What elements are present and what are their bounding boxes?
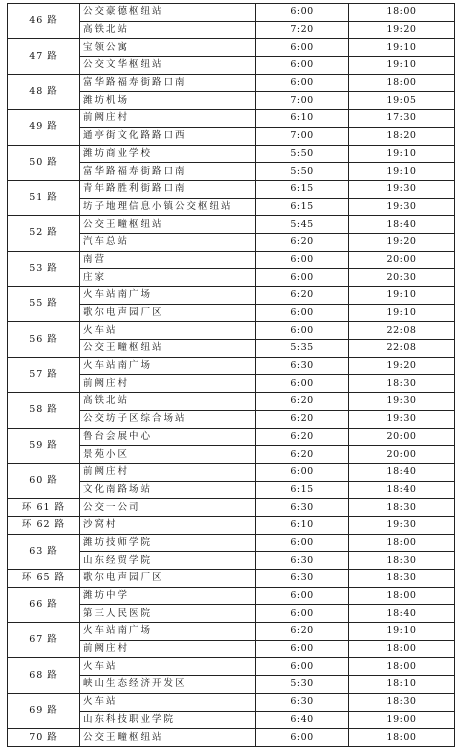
last-bus-time: 22:08 <box>349 322 455 340</box>
schedule-body <box>8 4 455 747</box>
first-bus-time: 6:20 <box>256 428 349 446</box>
first-bus-time: 6:00 <box>256 375 349 393</box>
table-row <box>8 516 455 534</box>
route-number: 68 路 <box>8 658 80 693</box>
last-bus-time: 18:30 <box>349 499 455 517</box>
first-bus-time: 6:15 <box>256 198 349 216</box>
route-number: 51 路 <box>8 180 80 215</box>
last-bus-time: 19:20 <box>349 21 455 39</box>
table-row <box>8 74 455 92</box>
bus-schedule-table <box>7 3 455 747</box>
stop-name: 火车站 <box>80 658 256 676</box>
first-bus-time: 6:00 <box>256 57 349 75</box>
first-bus-time: 6:15 <box>256 481 349 499</box>
table-row <box>8 145 455 163</box>
first-bus-time: 6:00 <box>256 463 349 481</box>
route-number: 69 路 <box>8 693 80 728</box>
stop-name: 前阙庄村 <box>80 375 256 393</box>
last-bus-time: 18:20 <box>349 127 455 145</box>
route-number: 55 路 <box>8 287 80 322</box>
last-bus-time: 20:00 <box>349 446 455 464</box>
last-bus-time: 19:10 <box>349 39 455 57</box>
last-bus-time: 18:40 <box>349 481 455 499</box>
route-number: 49 路 <box>8 110 80 145</box>
last-bus-time: 18:40 <box>349 605 455 623</box>
table-row <box>8 322 455 340</box>
first-bus-time: 6:00 <box>256 304 349 322</box>
first-bus-time: 7:00 <box>256 92 349 110</box>
last-bus-time: 19:30 <box>349 410 455 428</box>
last-bus-time: 18:00 <box>349 587 455 605</box>
first-bus-time: 5:30 <box>256 676 349 694</box>
first-bus-time: 7:20 <box>256 21 349 39</box>
table-row <box>8 180 455 198</box>
first-bus-time: 6:00 <box>256 640 349 658</box>
last-bus-time: 19:10 <box>349 57 455 75</box>
first-bus-time: 6:00 <box>256 74 349 92</box>
route-number: 67 路 <box>8 623 80 658</box>
stop-name: 前阙庄村 <box>80 110 256 128</box>
first-bus-time: 6:20 <box>256 446 349 464</box>
route-number: 60 路 <box>8 463 80 498</box>
first-bus-time: 6:00 <box>256 4 349 22</box>
stop-name: 公交一公司 <box>80 499 256 517</box>
first-bus-time: 6:40 <box>256 711 349 729</box>
last-bus-time: 18:40 <box>349 216 455 234</box>
stop-name: 潍坊技师学院 <box>80 534 256 552</box>
stop-name: 前阙庄村 <box>80 463 256 481</box>
table-row <box>8 110 455 128</box>
stop-name: 火车站南广场 <box>80 357 256 375</box>
table-row <box>8 216 455 234</box>
stop-name: 高铁北站 <box>80 21 256 39</box>
route-number: 47 路 <box>8 39 80 74</box>
stop-name: 火车站 <box>80 322 256 340</box>
last-bus-time: 22:08 <box>349 340 455 358</box>
last-bus-time: 18:40 <box>349 463 455 481</box>
table-row <box>8 251 455 269</box>
stop-name: 青年路胜利街路口南 <box>80 180 256 198</box>
table-row <box>8 534 455 552</box>
table-row <box>8 570 455 588</box>
stop-name: 第三人民医院 <box>80 605 256 623</box>
last-bus-time: 19:20 <box>349 357 455 375</box>
stop-name: 前阙庄村 <box>80 640 256 658</box>
first-bus-time: 6:30 <box>256 570 349 588</box>
first-bus-time: 7:00 <box>256 127 349 145</box>
stop-name: 庄家 <box>80 269 256 287</box>
last-bus-time: 18:00 <box>349 640 455 658</box>
first-bus-time: 5:35 <box>256 340 349 358</box>
last-bus-time: 18:30 <box>349 375 455 393</box>
last-bus-time: 18:30 <box>349 570 455 588</box>
stop-name: 火车站南广场 <box>80 623 256 641</box>
table-row <box>8 623 455 641</box>
stop-name: 宝领公寓 <box>80 39 256 57</box>
route-number: 46 路 <box>8 4 80 39</box>
stop-name: 文化南路场站 <box>80 481 256 499</box>
last-bus-time: 18:00 <box>349 729 455 747</box>
first-bus-time: 6:00 <box>256 251 349 269</box>
route-number: 52 路 <box>8 216 80 251</box>
first-bus-time: 6:00 <box>256 534 349 552</box>
route-number: 环 65 路 <box>8 570 80 588</box>
table-row <box>8 693 455 711</box>
stop-name: 富华路福寿街路口南 <box>80 74 256 92</box>
route-number: 59 路 <box>8 428 80 463</box>
stop-name: 潍坊商业学校 <box>80 145 256 163</box>
stop-name: 火车站南广场 <box>80 287 256 305</box>
stop-name: 潍坊中学 <box>80 587 256 605</box>
first-bus-time: 6:20 <box>256 623 349 641</box>
last-bus-time: 19:30 <box>349 180 455 198</box>
stop-name: 富华路福寿街路口南 <box>80 163 256 181</box>
route-number: 环 62 路 <box>8 516 80 534</box>
first-bus-time: 6:20 <box>256 410 349 428</box>
first-bus-time: 5:50 <box>256 163 349 181</box>
first-bus-time: 6:30 <box>256 499 349 517</box>
last-bus-time: 18:00 <box>349 74 455 92</box>
last-bus-time: 20:30 <box>349 269 455 287</box>
first-bus-time: 6:20 <box>256 287 349 305</box>
first-bus-time: 6:00 <box>256 729 349 747</box>
stop-name: 公交王疃枢纽站 <box>80 340 256 358</box>
stop-name: 潍坊机场 <box>80 92 256 110</box>
first-bus-time: 6:20 <box>256 233 349 251</box>
stop-name: 公交豪德枢纽站 <box>80 4 256 22</box>
table-row <box>8 4 455 22</box>
table-row <box>8 463 455 481</box>
stop-name: 沙窝村 <box>80 516 256 534</box>
stop-name: 公交王疃枢纽站 <box>80 729 256 747</box>
first-bus-time: 6:00 <box>256 269 349 287</box>
first-bus-time: 6:30 <box>256 552 349 570</box>
stop-name: 鲁台会展中心 <box>80 428 256 446</box>
last-bus-time: 19:30 <box>349 516 455 534</box>
stop-name: 歌尔电声园厂区 <box>80 304 256 322</box>
last-bus-time: 18:30 <box>349 693 455 711</box>
first-bus-time: 6:00 <box>256 605 349 623</box>
stop-name: 坊子地理信息小镇公交枢纽站 <box>80 198 256 216</box>
last-bus-time: 19:05 <box>349 92 455 110</box>
table-row <box>8 287 455 305</box>
last-bus-time: 19:00 <box>349 711 455 729</box>
stop-name: 山东经贸学院 <box>80 552 256 570</box>
stop-name: 山东科技职业学院 <box>80 711 256 729</box>
last-bus-time: 19:10 <box>349 287 455 305</box>
stop-name: 景苑小区 <box>80 446 256 464</box>
last-bus-time: 19:30 <box>349 393 455 411</box>
table-row <box>8 357 455 375</box>
first-bus-time: 6:00 <box>256 658 349 676</box>
route-number: 48 路 <box>8 74 80 109</box>
table-row <box>8 587 455 605</box>
route-number: 57 路 <box>8 357 80 392</box>
stop-name: 南营 <box>80 251 256 269</box>
route-number: 50 路 <box>8 145 80 180</box>
route-number: 63 路 <box>8 534 80 569</box>
stop-name: 高铁北站 <box>80 393 256 411</box>
stop-name: 歌尔电声园厂区 <box>80 570 256 588</box>
stop-name: 公交坊子区综合场站 <box>80 410 256 428</box>
route-number: 66 路 <box>8 587 80 622</box>
last-bus-time: 18:00 <box>349 4 455 22</box>
table-row <box>8 393 455 411</box>
stop-name: 通亭街文化路路口西 <box>80 127 256 145</box>
last-bus-time: 19:30 <box>349 198 455 216</box>
first-bus-time: 6:20 <box>256 393 349 411</box>
table-row <box>8 39 455 57</box>
route-number: 58 路 <box>8 393 80 428</box>
last-bus-time: 18:00 <box>349 658 455 676</box>
last-bus-time: 20:00 <box>349 428 455 446</box>
route-number: 环 61 路 <box>8 499 80 517</box>
last-bus-time: 18:10 <box>349 676 455 694</box>
table-row <box>8 428 455 446</box>
last-bus-time: 19:10 <box>349 623 455 641</box>
first-bus-time: 6:15 <box>256 180 349 198</box>
stop-name: 汽车总站 <box>80 233 256 251</box>
first-bus-time: 6:00 <box>256 322 349 340</box>
first-bus-time: 6:10 <box>256 516 349 534</box>
route-number: 53 路 <box>8 251 80 286</box>
first-bus-time: 6:30 <box>256 693 349 711</box>
last-bus-time: 18:00 <box>349 534 455 552</box>
last-bus-time: 19:10 <box>349 163 455 181</box>
route-number: 70 路 <box>8 729 80 747</box>
last-bus-time: 17:30 <box>349 110 455 128</box>
last-bus-time: 19:10 <box>349 304 455 322</box>
first-bus-time: 6:00 <box>256 39 349 57</box>
table-row <box>8 499 455 517</box>
first-bus-time: 6:00 <box>256 587 349 605</box>
last-bus-time: 18:30 <box>349 552 455 570</box>
stop-name: 公交文华枢纽站 <box>80 57 256 75</box>
stop-name: 峡山生态经济开发区 <box>80 676 256 694</box>
stop-name: 公交王疃枢纽站 <box>80 216 256 234</box>
table-row <box>8 658 455 676</box>
last-bus-time: 19:10 <box>349 145 455 163</box>
route-number: 56 路 <box>8 322 80 357</box>
first-bus-time: 5:45 <box>256 216 349 234</box>
last-bus-time: 19:20 <box>349 233 455 251</box>
last-bus-time: 20:00 <box>349 251 455 269</box>
table-row <box>8 729 455 747</box>
first-bus-time: 6:30 <box>256 357 349 375</box>
stop-name: 火车站 <box>80 693 256 711</box>
first-bus-time: 6:10 <box>256 110 349 128</box>
first-bus-time: 5:50 <box>256 145 349 163</box>
